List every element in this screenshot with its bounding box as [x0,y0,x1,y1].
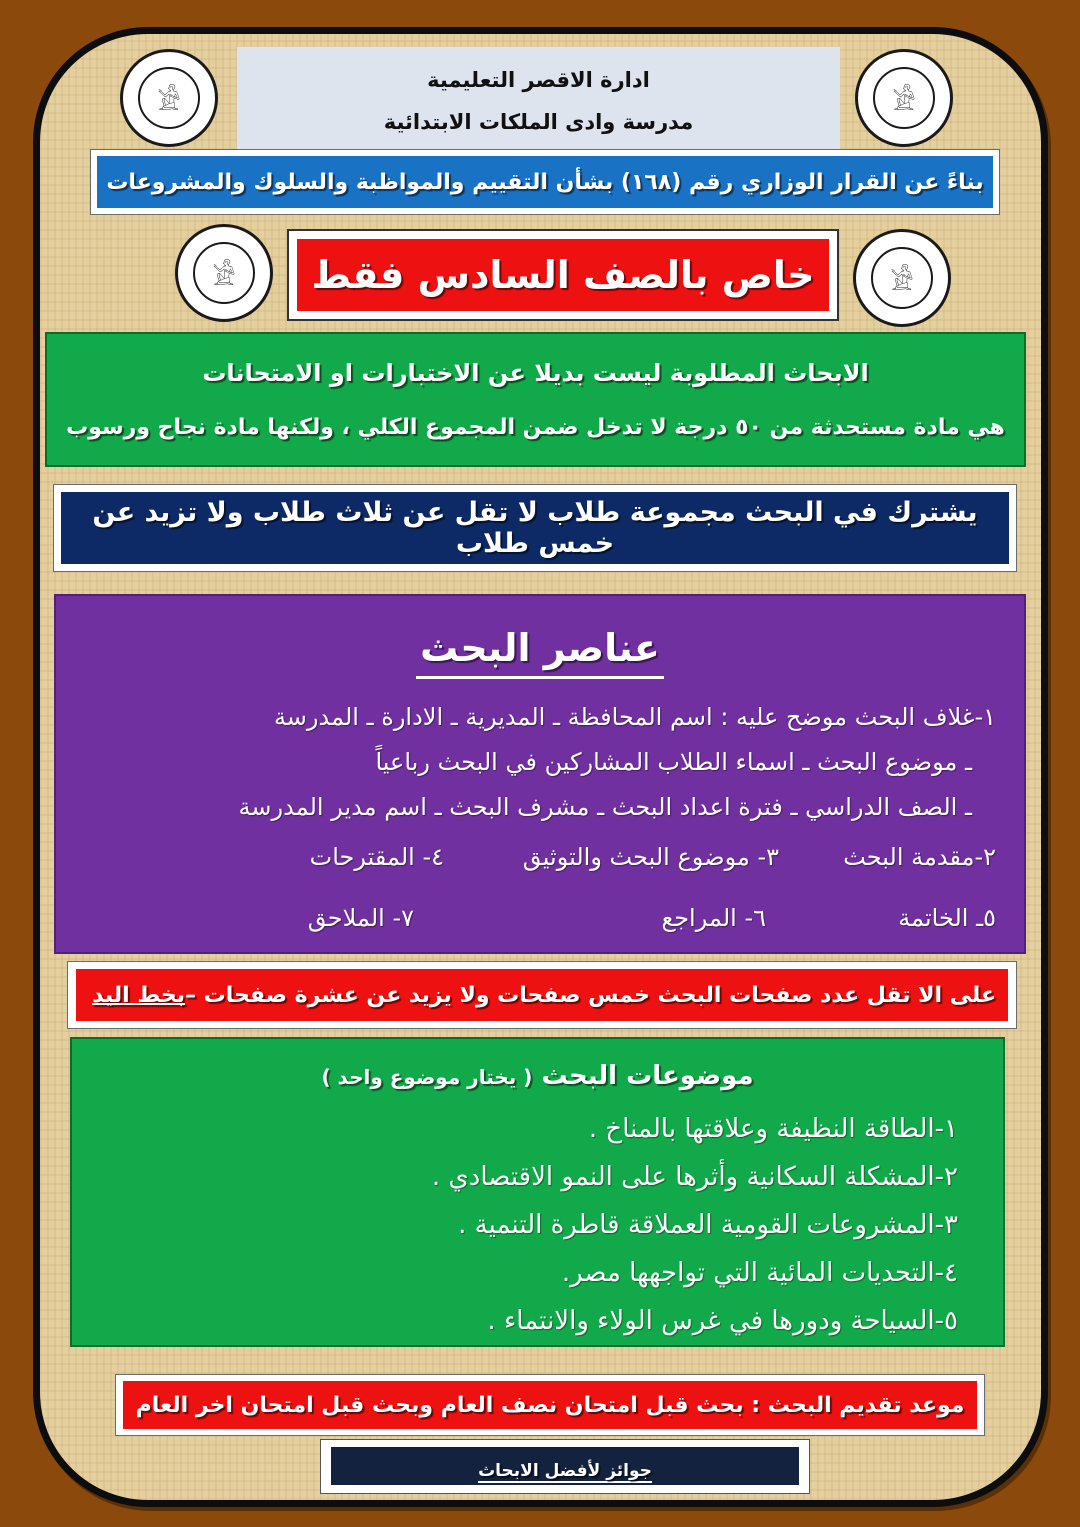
school-seal-mid-left [175,224,273,322]
deadline-text: موعد تقديم البحث : بحث قبل امتحان نصف العام وبحث قبل امتحان اخر العام [135,1392,965,1418]
prizes-text: جوائز لأفضل الابحاث [478,1461,652,1481]
pages-rule-banner [76,969,1008,1021]
research-elements-panel [54,594,1026,954]
group-rule-banner [61,492,1009,564]
school-seal-icon: 𓀀 [193,242,255,304]
element-item-4: ٤- المقترحات [309,843,444,871]
decree-banner [97,156,993,208]
topic-item: ٣-المشروعات القومية العملاقة قاطرة التنمية . [458,1210,958,1240]
element-item-2: ٢-مقدمة البحث [843,843,996,871]
notice-line-1: الابحاث المطلوبة ليست بديلا عن الاختبارات او الامتحانات [202,359,869,387]
school-seal-icon: 𓀀 [138,67,200,129]
topic-item: ٥-السياحة ودورها في غرس الولاء والانتماء . [487,1306,958,1336]
research-topics-title: موضوعات البحث ( يختار موضوع واحد ) [321,1061,754,1091]
element-item-6: ٦- المراجع [661,904,766,932]
element-item-7: ٧- الملاحق [307,904,414,932]
research-elements-title: عناصر البحث [56,626,1024,670]
element-item-5: ٥ـ الخاتمة [898,904,996,932]
topic-item: ٢-المشكلة السكانية وأثرها على النمو الاقتصادي . [431,1162,958,1192]
element-item-3: ٣- موضوع البحث والتوثيق [522,843,779,871]
deadline-banner [123,1381,977,1429]
topic-item: ٤-التحديات المائية التي تواجهها مصر. [561,1258,958,1288]
topic-item: ١-الطاقة النظيفة وعلاقتها بالمناخ . [588,1114,958,1144]
grade-banner-text: خاص بالصف السادس فقط [311,253,815,297]
pages-rule-text: على الا تقل عدد صفحات البحث خمس صفحات ولا يزيد عن عشرة صفحات – [185,982,996,1008]
element-line-3: ـ الصف الدراسي ـ فترة اعداد البحث ـ مشرف البحث ـ اسم مدير المدرسة [238,793,972,821]
group-rule-text: يشترك في البحث مجموعة طلاب لا تقل عن ثلاث طلاب ولا تزيد عن خمس طلاب [92,497,978,559]
handwritten-emphasis: بخط اليد [92,982,186,1008]
prizes-banner [331,1447,799,1485]
poster-frame [33,27,1048,1507]
research-topics-panel [70,1037,1005,1347]
notice-panel [45,332,1026,467]
school-name: مدرسة وادى الملكات الابتدائية [383,109,694,134]
school-seal-icon: 𓀀 [873,67,935,129]
school-seal-mid-right [853,229,951,327]
school-seal-top-left [120,49,218,147]
school-seal-top-right [855,49,953,147]
school-header [237,47,840,157]
notice-line-2: هي مادة مستحدثة من ٥٠ درجة لا تدخل ضمن المجموع الكلي ، ولكنها مادة نجاح ورسوب [66,415,1005,440]
administration-name: ادارة الاقصر التعليمية [427,67,650,92]
research-topics-subtitle: ( يختار موضوع واحد ) [321,1065,533,1089]
element-line-1: ١-غلاف البحث موضح عليه : اسم المحافظة ـ المديرية ـ الادارة ـ المدرسة [273,703,996,731]
element-line-2: ـ موضوع البحث ـ اسماء الطلاب المشاركين في البحث رباعياً [375,748,972,776]
decree-text: بناءً عن القرار الوزاري رقم (١٦٨) بشأن التقييم والمواظبة والسلوك والمشروعات [106,169,984,195]
grade-banner [297,239,829,311]
school-seal-icon: 𓀀 [871,247,933,309]
